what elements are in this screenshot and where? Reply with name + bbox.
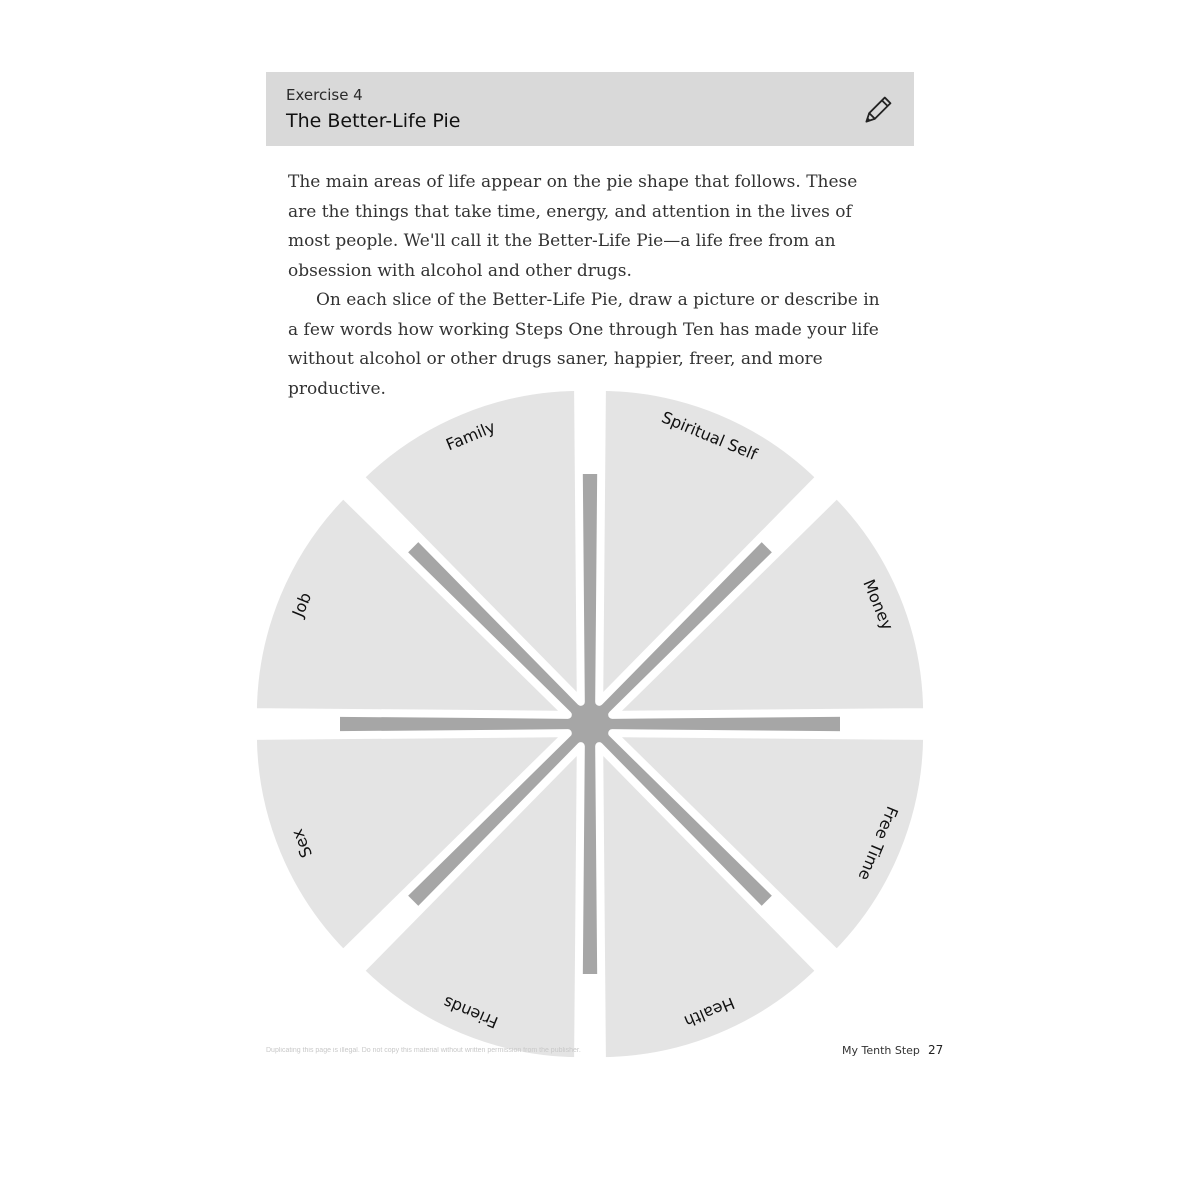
pie-slice-label: Money	[859, 576, 898, 633]
pie-slice-label: Health	[681, 993, 738, 1032]
exercise-label: Exercise 4	[286, 86, 363, 104]
pie-dividers	[340, 474, 840, 974]
pie-slice-label: Friends	[440, 992, 501, 1033]
pie-slice-label: Job	[288, 589, 316, 620]
page-number: 27	[928, 1043, 944, 1057]
running-head: My Tenth Step	[842, 1044, 920, 1057]
copyright-note: Duplicating this page is illegal. Do not copy this material without written permission from the publisher.	[266, 1047, 581, 1054]
pie-slice-label: Free Time	[854, 803, 902, 884]
pie-slice-label: Spiritual Self	[658, 407, 760, 464]
pie-slice-label: Sex	[287, 826, 317, 861]
exercise-title: The Better-Life Pie	[286, 110, 461, 132]
pie-slice-label: Family	[443, 417, 499, 455]
paragraph-instructions: On each slice of the Better-Life Pie, draw a picture or describe in a few words how working Steps One through Ten has made your life without alcohol or other drugs saner, happier, freer, and more productive.	[288, 290, 880, 399]
paragraph-intro: The main areas of life appear on the pie shape that follows. These are the things that take time, energy, and attention in the lives of most people. We'll call it the Better-Life Pie—a life free from an obsession with alcohol and other drugs.	[288, 172, 858, 281]
